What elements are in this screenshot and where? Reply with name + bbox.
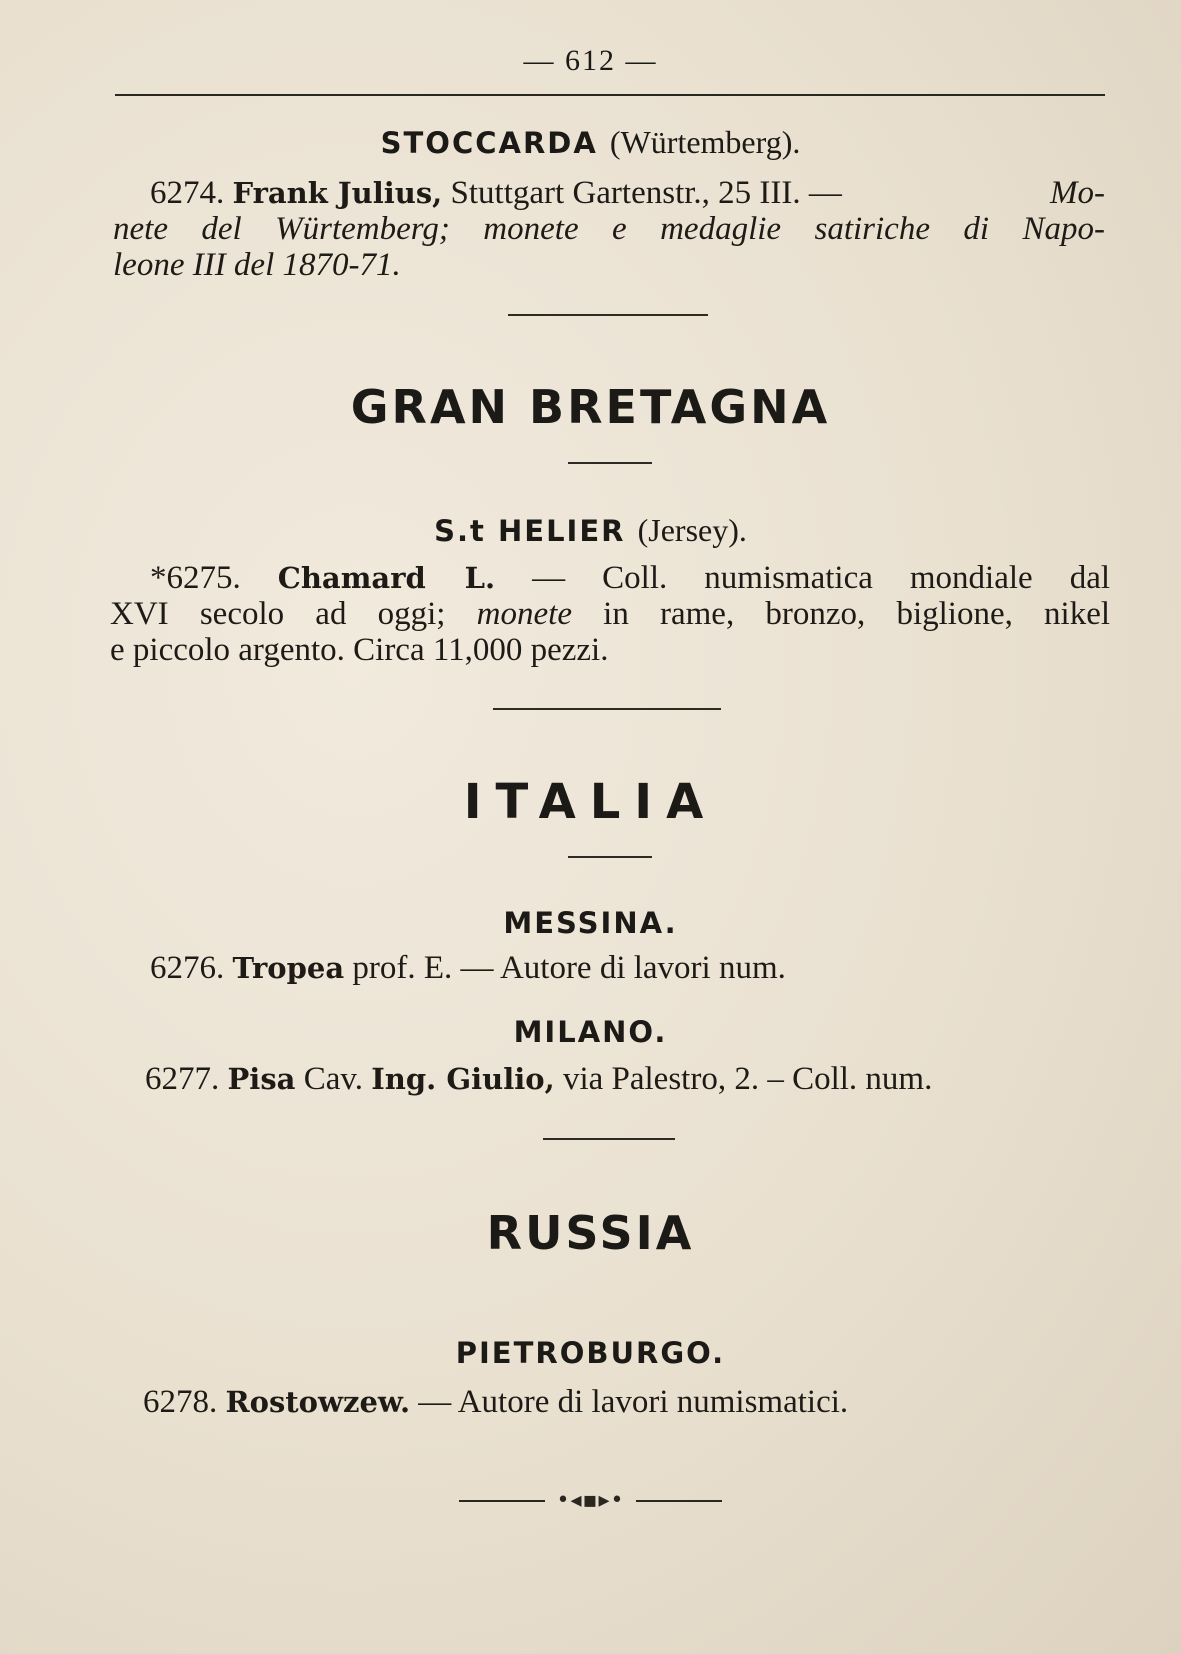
city-heading-milano: MILANO. (513, 1015, 668, 1049)
entry-description: in rame, bronzo, biglione, nikel (603, 596, 1111, 632)
country-heading-italia: ITALIA (463, 774, 718, 830)
entry-6274-line3 (113, 248, 1105, 282)
entry-description: Mo- (1050, 175, 1105, 211)
entry-6277 (145, 1062, 1105, 1096)
entry-number: 6278. (143, 1384, 218, 1420)
entry-6274-line2 (113, 212, 1105, 246)
country-heading-russia: RUSSIA (486, 1206, 695, 1260)
entry-6275-line1 (150, 561, 1110, 595)
entry-description: — Coll. numismatica mondiale dal (532, 560, 1111, 596)
city-heading-st-helier (0, 512, 1181, 549)
entry-6278 (143, 1385, 1103, 1419)
country-heading-gran-bretagna: GRAN BRETAGNA (350, 380, 831, 434)
ornament-line-right (636, 1500, 722, 1502)
entry-description: XVI secolo ad oggi; (110, 596, 446, 632)
ornament-line-left (459, 1500, 545, 1502)
entry-name: Chamard L. (277, 561, 496, 595)
ornament-glyph: •◂▪▸• (556, 1488, 625, 1513)
city-heading-messina: MESSINA. (503, 906, 678, 940)
entry-description: leone III del 1870-71. (113, 247, 401, 283)
city-heading-pietroburgo: PIETROBURGO. (455, 1336, 726, 1370)
section-divider (493, 708, 721, 710)
tailpiece-ornament (0, 1488, 1181, 1513)
entry-name: Tropea (232, 951, 345, 985)
country-divider (568, 856, 652, 858)
page-number: — 612 — (523, 44, 658, 77)
entry-6275-line2 (110, 597, 1110, 631)
section-divider (508, 314, 708, 316)
entry-6274-line1 (150, 176, 1105, 210)
entry-name: Ing. Giulio, (371, 1062, 555, 1096)
entry-number: *6275. (150, 560, 241, 596)
city-region: (Jersey). (637, 512, 747, 548)
city-region: (Würtemberg). (609, 124, 801, 160)
entry-description: — Autore di lavori numismatici. (418, 1384, 849, 1420)
entry-name: Frank Julius, (232, 176, 443, 210)
entry-6276 (150, 951, 1100, 985)
entry-description-italic: monete (476, 596, 572, 632)
entry-number: 6276. (150, 950, 225, 986)
header-rule (115, 94, 1105, 96)
entry-name: Pisa (227, 1062, 296, 1096)
entry-number: 6274. (150, 175, 225, 211)
city-heading-stoccarda (0, 124, 1181, 161)
section-divider (543, 1138, 675, 1140)
entry-6275-line3 (110, 633, 1110, 667)
city-name: S.t HELIER (434, 514, 626, 548)
city-name: STOCCARDA (380, 126, 598, 160)
entry-description: e piccolo argento. Circa 11,000 pezzi. (110, 632, 609, 668)
entry-description: prof. E. — Autore di lavori num. (352, 950, 786, 986)
entry-description: via Palestro, 2. – Coll. num. (562, 1061, 933, 1097)
country-divider (568, 462, 652, 464)
entry-name: Rostowzew. (225, 1385, 411, 1419)
entry-description: nete del Würtemberg; monete e medaglie satiriche di Napo- (113, 211, 1105, 247)
entry-address: Stuttgart Gartenstr., 25 III. — (450, 175, 842, 211)
entry-title: Cav. (303, 1061, 363, 1097)
entry-number: 6277. (145, 1061, 220, 1097)
